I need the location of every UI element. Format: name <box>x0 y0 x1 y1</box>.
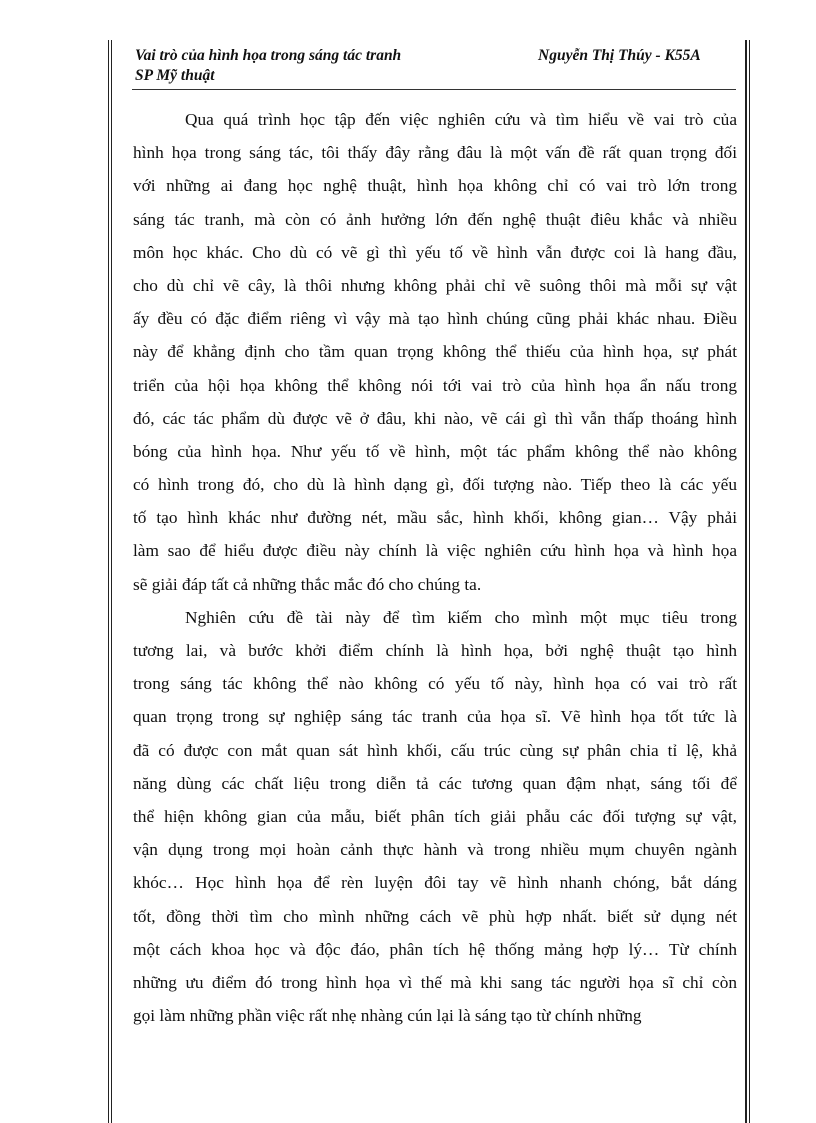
text-line: tương lai, và bước khởi điểm chính là hình họa, bởi nghệ thuật tạo hình <box>133 641 737 660</box>
header-title-line2: SP Mỹ thuật <box>135 67 215 84</box>
page-header <box>135 46 735 92</box>
document-body <box>133 103 737 1032</box>
text-line: triển của hội họa không thể không nói tới vai trò của hình họa ẩn nấu trong <box>133 375 737 395</box>
text-line: năng dùng các chất liệu trong diễn tả các tương quan đậm nhạt, sáng tối để <box>133 773 737 793</box>
text-line: này để khẳng định cho tầm quan trọng không thể thiếu của hình họa, sự phát <box>133 342 737 362</box>
paragraph-2 <box>133 601 737 1032</box>
text-line: những ưu điểm đó trong hình họa vì thế mà khi sang tác người họa sĩ chỉ còn <box>133 972 737 992</box>
text-line: thể hiện không gian của mẫu, biết phân tích giải phẫu các đối tượng sự vật, <box>133 806 737 826</box>
text-line: sẽ giải đáp tất cả những thắc mắc đó cho chúng ta. <box>133 574 482 594</box>
text-line: tốt, đồng thời tìm cho mình những cách vẽ phù hợp nhất. biết sử dụng nét <box>133 906 737 926</box>
header-title-line1: Vai trò của hình họa trong sáng tác tranh <box>135 47 402 64</box>
text-line: vận dụng trong mọi hoàn cảnh thực hành và trong nhiều mụm chuyên ngành <box>133 840 737 860</box>
text-line: ấy đều có đặc điểm riêng vì vậy mà tạo hình chúng cũng phải khác nhau. Điều <box>133 309 737 329</box>
text-line: tố tạo hình khác như đường nét, mầu sắc, hình khối, không gian… Vậy phải <box>133 508 737 528</box>
right-border-line <box>745 40 747 1123</box>
left-border-line <box>108 40 109 1123</box>
text-line: bóng của hình họa. Như yếu tố về hình, một tác phẩm không thể nào không <box>133 441 737 461</box>
text-line: với những ai đang học nghệ thuật, hình họa không chỉ có vai trò lớn trong <box>133 176 737 196</box>
text-line: hình họa trong sáng tác, tôi thấy đây rằng đâu là một vấn đề rất quan trọng đối <box>133 143 737 163</box>
paragraph-1 <box>133 103 737 601</box>
text-line: gọi làm những phần việc rất nhẹ nhàng cún lại là sáng tạo từ chính những <box>133 1006 642 1026</box>
header-divider <box>132 89 736 90</box>
text-line: khóc… Học hình họa để rèn luyện đôi tay vẽ hình nhanh chóng, bắt dáng <box>133 873 737 893</box>
text-line: đó, các tác phẩm dù được vẽ ở đâu, khi nào, vẽ cái gì thì vẫn thấp thoáng hình <box>133 408 737 428</box>
text-line: môn học khác. Cho dù có vẽ gì thì yếu tố về hình vẫn được coi là hang đầu, <box>133 242 737 262</box>
text-line: Qua quá trình học tập đến việc nghiên cứu và tìm hiểu về vai trò của <box>185 110 737 129</box>
text-line: cho dù chỉ vẽ cây, là thôi nhưng không phải chỉ vẽ suông thôi mà mỗi sự vật <box>133 275 737 295</box>
text-line: làm sao để hiểu được điều này chính là việc nghiên cứu hình họa và hình họa <box>133 541 737 561</box>
header-author: Nguyễn Thị Thúy - K55A <box>538 47 701 64</box>
text-line: quan trọng trong sự nghiệp sáng tác tranh của họa sĩ. Vẽ hình họa tốt tức là <box>133 707 737 727</box>
header-title <box>135 46 475 86</box>
text-line: sáng tác tranh, mà còn có ảnh hưởng lớn đến nghệ thuật điêu khắc và nhiều <box>133 209 737 229</box>
right-border-inner-line <box>749 40 750 1123</box>
left-border-inner-line <box>111 40 112 1123</box>
text-line: một cách khoa học và độc đáo, phân tích hệ thống mảng hợp lý… Từ chính <box>133 939 737 959</box>
text-line: trong sáng tác không thể nào không có yếu tố này, hình họa có vai trò rất <box>133 674 737 694</box>
text-line: có hình trong đó, cho dù là hình dạng gì, đối tượng nào. Tiếp theo là các yếu <box>133 475 737 495</box>
text-line: đã có được con mắt quan sát hình khối, cấu trúc cùng sự phân chia tỉ lệ, khả <box>133 740 737 760</box>
text-line: Nghiên cứu đề tài này để tìm kiếm cho mình một mục tiêu trong <box>185 607 737 627</box>
